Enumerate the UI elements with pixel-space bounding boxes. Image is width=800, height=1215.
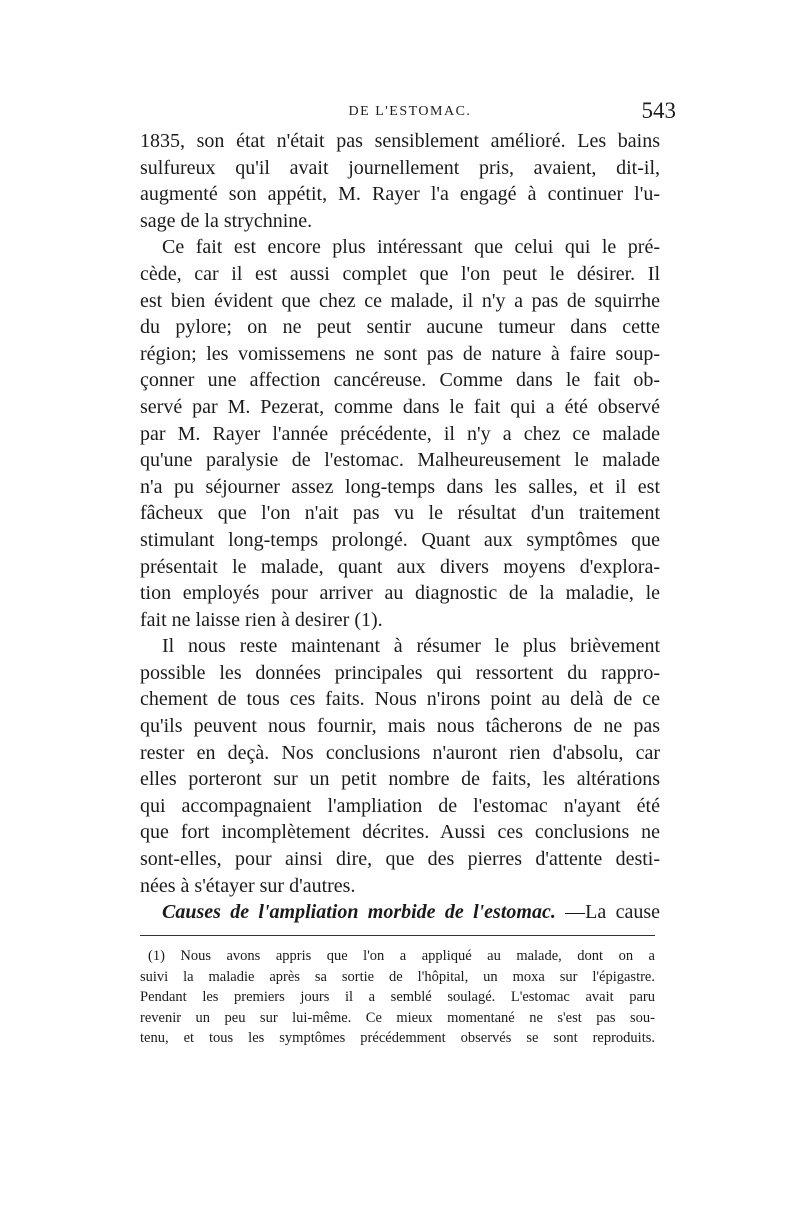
text-line: rester en deçà. Nos conclusions n'auront rien d'absolu, car (140, 741, 660, 764)
footnote-line: Pendant les premiers jours il a semblé soulagé. L'estomac avait paru (140, 989, 655, 1005)
text-line: qu'ils peuvent nous fournir, mais nous tâcherons de ne pas (140, 715, 660, 738)
text-line: Il nous reste maintenant à résumer le plus brièvement (162, 635, 660, 658)
page-number: 543 (641, 98, 676, 123)
text-line: sont-elles, pour ainsi dire, que des pierres d'attente desti- (140, 848, 660, 871)
body-text (140, 128, 660, 926)
text-line: du pylore; on ne peut sentir aucune tumeur dans cette (140, 316, 660, 339)
text-line: fait ne laisse rien à desirer (1). (140, 608, 383, 631)
text-line: cède, car il est aussi complet que l'on peut le désirer. Il (140, 262, 660, 285)
text-line: Ce fait est encore plus intéressant que celui qui le pré- (162, 236, 660, 259)
footnote-line: suivi la maladie après sa sortie de l'hôpital, un moxa sur l'épigastre. (140, 968, 655, 985)
text-line: stimulant long-temps prolongé. Quant aux symptômes que (140, 528, 660, 551)
text-line: augmenté son appétit, M. Rayer l'a engagé à continuer l'u- (140, 183, 660, 206)
text-line: nées à s'étayer sur d'autres. (140, 874, 356, 897)
text-line: chement de tous ces faits. Nous n'irons point au delà de ce (140, 688, 660, 711)
footnote (140, 946, 655, 1049)
text-line: que fort incomplètement décrites. Aussi ces conclusions ne (140, 821, 660, 844)
text-line: présentait le malade, quant aux divers moyens d'explora- (140, 555, 660, 578)
text-line: fâcheux que l'on n'ait pas vu le résultat d'un traitement (140, 502, 660, 525)
text-line: qu'une paralysie de l'estomac. Malheureusement le malade (140, 449, 660, 472)
text-line: servé par M. Pezerat, comme dans le fait qui a été observé (140, 395, 660, 418)
text-line: 1835, son état n'était pas sensiblement amélioré. Les bains (140, 130, 660, 152)
text-line: région; les vomissemens ne sont pas de nature à faire soup- (140, 342, 660, 365)
footnote-line: (1) Nous avons appris que l'on a appliqué au malade, dont on a (148, 948, 655, 964)
text-line: sage de la strychnine. (140, 209, 313, 232)
text-line: çonner une affection cancéreuse. Comme dans le fait ob- (140, 369, 660, 392)
text-line: tion employés pour arriver au diagnostic de la maladie, le (140, 582, 660, 605)
text-line: elles porteront sur un petit nombre de faits, les altérations (140, 768, 660, 791)
running-head: DE L'ESTOMAC. (348, 104, 472, 119)
text-line: sulfureux qu'il avait journellement pris, avaient, dit-il, (140, 156, 660, 179)
section-heading (140, 899, 660, 926)
footnote-line: revenir un peu sur lui-même. Ce mieux momentané ne s'est pas sou- (140, 1009, 655, 1026)
section-heading-continuation: —La cause (555, 901, 660, 924)
text-line: par M. Rayer l'année précédente, il n'y a chez ce malade (140, 422, 660, 445)
text-line: n'a pu séjourner assez long-temps dans les salles, et il est (140, 475, 660, 498)
section-heading-title: Causes de l'ampliation morbide de l'estomac. (162, 901, 556, 924)
footnote-rule (140, 935, 655, 936)
footnote-line: tenu, et tous les symptômes précédemment observés se sont reproduits. (140, 1030, 655, 1046)
text-line: possible les données principales qui ressortent du rappro- (140, 661, 660, 684)
page-header (140, 98, 680, 126)
text-line: qui accompagnaient l'ampliation de l'estomac n'ayant été (140, 794, 660, 817)
text-line: est bien évident que chez ce malade, il n'y a pas de squirrhe (140, 289, 660, 312)
